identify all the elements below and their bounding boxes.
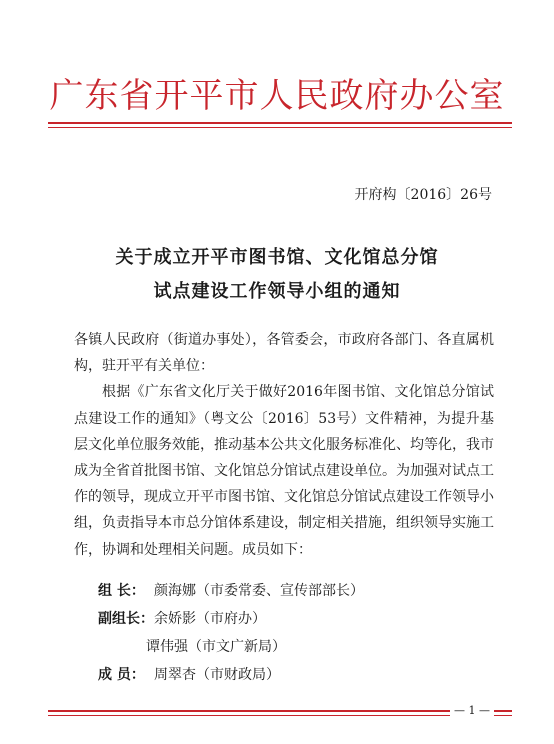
member-row [98,636,286,656]
salutation: 各镇人民政府（街道办事处），各管委会，市政府各部门、各直属机构，驻开平有关单位： [74,332,494,375]
member-row [98,580,364,600]
member-name: 颜海娜（市委常委、宣传部部长） [154,583,364,599]
page-number: — 1 — [450,704,494,717]
member-name: 谭伟强（市文广新局） [146,639,286,655]
document-body [74,327,494,563]
member-row [98,608,266,628]
header-rule-thin [48,127,512,128]
member-name: 余娇影（市府办） [154,611,266,627]
member-role: 成 员： [98,667,145,683]
document-title-line-1: 关于成立开平市图书馆、文化馆总分馆 [115,247,439,268]
issuing-office-header: 广东省开平市人民政府办公室 [49,76,505,116]
member-role: 副组长： [98,611,154,627]
member-name: 周翠杏（市财政局） [154,667,280,683]
footer-rule-thin [48,715,512,716]
footer-rule-thick [48,710,512,712]
body-paragraph: 根据《广东省文化厅关于做好2016年图书馆、文化馆总分馆试点建设工作的通知》（粤文公〔2016〕53号）文件精神，为提升基层文化单位服务效能，推动基本公共文化服务标准化、均等化，我市成为全省首批图书馆、文化馆总分馆试点建设单位。为加强对试点工作的领导，现成立开平市图书馆、文化馆总分馆试点建设工作领导小组，负责指导本市总分馆体系建设，制定相关措施，组织领导实施工作，协调和处理相关问题。成员如下： [74,384,494,558]
member-role: 组 长： [98,583,145,599]
header-rule-thick [48,122,512,124]
member-row [98,664,280,684]
document-number: 开府构〔2016〕26号 [354,187,492,203]
document-title-line-2: 试点建设工作领导小组的通知 [153,281,401,302]
